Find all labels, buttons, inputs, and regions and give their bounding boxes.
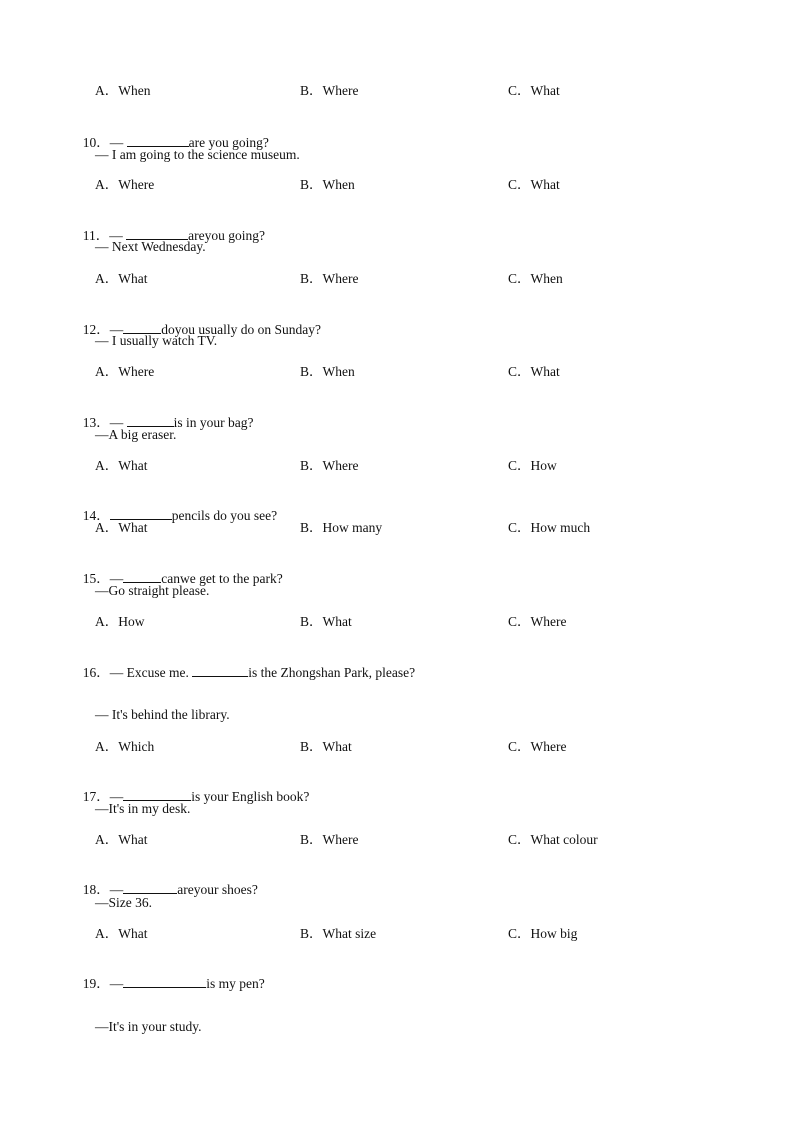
q15-option-b: B．What	[300, 614, 352, 629]
question-text: is my pen?	[206, 976, 265, 991]
question-15-response: —Go straight please.	[95, 583, 210, 598]
question-text: doyou usually do on Sunday?	[161, 322, 321, 337]
q12-option-a: A．Where	[95, 364, 155, 379]
question-prefix: —	[109, 571, 124, 586]
answer-blank	[123, 880, 177, 894]
q15-option-a: A．How	[95, 614, 145, 629]
q11-option-c: C．When	[508, 271, 563, 286]
q16-option-a: A．Which	[95, 739, 155, 754]
question-number: 12．	[82, 322, 110, 337]
answer-blank	[123, 787, 191, 801]
question-prefix: —	[109, 135, 127, 150]
question-text: is your English book?	[191, 789, 310, 804]
q14-option-a: A．What	[95, 520, 148, 535]
question-12-response: — I usually watch TV.	[95, 333, 218, 348]
q14-option-b: B．How many	[300, 520, 383, 535]
q13-option-b: B．Where	[300, 458, 359, 473]
q9-option-b: B．Where	[300, 83, 359, 98]
question-17-response: —It's in my desk.	[95, 801, 191, 816]
q12-option-c: C．What	[508, 364, 560, 379]
question-text: is the Zhongshan Park, please?	[248, 665, 416, 680]
question-text: are you going?	[188, 135, 269, 150]
question-text: areyour shoes?	[177, 882, 258, 897]
question-number: 19．	[82, 976, 110, 991]
question-text: pencils do you see?	[171, 508, 278, 523]
question-text: canwe get to the park?	[161, 571, 283, 586]
question-number: 18．	[82, 882, 110, 897]
question-number: 14．	[82, 508, 110, 523]
question-prefix: —	[109, 882, 124, 897]
question-13-response: —A big eraser.	[95, 427, 177, 442]
q9-option-c: C．What	[508, 83, 560, 98]
answer-blank	[110, 506, 172, 520]
question-text: areyou going?	[188, 228, 265, 243]
q15-option-c: C．Where	[508, 614, 567, 629]
q16-option-c: C．Where	[508, 739, 567, 754]
answer-blank	[127, 413, 174, 427]
question-number: 17．	[82, 789, 110, 804]
question-prefix: — Excuse me.	[109, 665, 193, 680]
q13-option-a: A．What	[95, 458, 148, 473]
question-prefix: —	[109, 228, 127, 243]
q11-option-b: B．Where	[300, 271, 359, 286]
question-prefix: —	[109, 415, 127, 430]
q14-option-c: C．How much	[508, 520, 591, 535]
question-number: 13．	[82, 415, 110, 430]
question-10-response: — I am going to the science museum.	[95, 147, 300, 162]
q12-option-b: B．When	[300, 364, 355, 379]
question-number: 15．	[82, 571, 110, 586]
question-19	[76, 956, 265, 993]
question-18-response: —Size 36.	[95, 895, 152, 910]
q9-option-a: A．When	[95, 83, 151, 98]
q18-option-a: A．What	[95, 926, 148, 941]
answer-blank	[192, 663, 248, 677]
answer-blank	[127, 133, 189, 147]
question-text: is in your bag?	[173, 415, 254, 430]
question-prefix: —	[109, 789, 124, 804]
answer-blank	[123, 569, 161, 583]
question-19-response: —It's in your study.	[95, 1019, 202, 1034]
q17-option-a: A．What	[95, 832, 148, 847]
question-number: 10．	[82, 135, 110, 150]
q17-option-c: C．What colour	[508, 832, 598, 847]
question-11-response: — Next Wednesday.	[95, 239, 206, 254]
q10-option-a: A．Where	[95, 177, 155, 192]
q10-option-c: C．What	[508, 177, 560, 192]
q11-option-a: A．What	[95, 271, 148, 286]
q18-option-c: C．How big	[508, 926, 578, 941]
question-number: 16．	[82, 665, 110, 680]
question-number: 11．	[82, 228, 110, 243]
answer-blank	[123, 974, 206, 988]
question-16-response: — It's behind the library.	[95, 707, 230, 722]
q17-option-b: B．Where	[300, 832, 359, 847]
q16-option-b: B．What	[300, 739, 352, 754]
question-prefix: —	[109, 976, 124, 991]
question-16	[76, 645, 415, 682]
q18-option-b: B．What size	[300, 926, 377, 941]
question-prefix: —	[109, 322, 124, 337]
q13-option-c: C．How	[508, 458, 557, 473]
q10-option-b: B．When	[300, 177, 355, 192]
